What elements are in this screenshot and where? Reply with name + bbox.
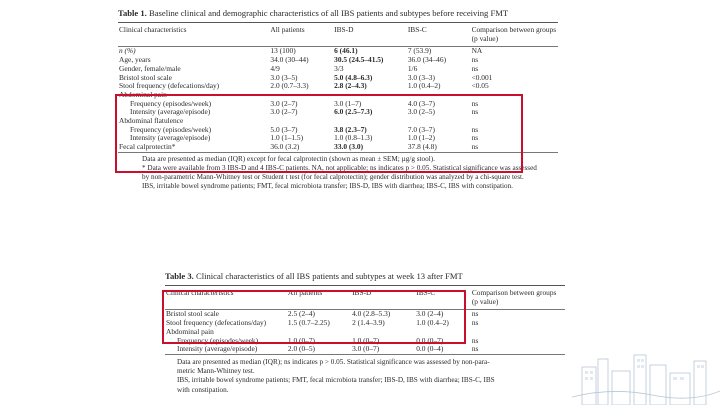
cell-p: ns xyxy=(471,98,479,108)
table-3-caption xyxy=(165,271,565,282)
footnote: * Data were available from 3 IBS-D and 4 IBS-C patients. NA, not applicable; ns indicates p > 0.05. Statistical significance was assessed xyxy=(142,164,537,173)
table-3-caption-text: Clinical characteristics of all IBS patients and subtypes at week 13 after FMT xyxy=(195,271,463,281)
cell-all: 3.0 (2–7) xyxy=(270,107,298,117)
table-1-header-row xyxy=(118,23,558,46)
table-3-bottom-rule xyxy=(165,354,565,355)
cell-p: ns xyxy=(471,124,479,134)
highlight-box-table-3 xyxy=(162,290,466,344)
header-ibs-c: IBS-C xyxy=(407,25,427,34)
cell-ibs-c: 3.0 (2–4) xyxy=(416,309,444,319)
cell-ibs-c: 7 (53.9) xyxy=(407,46,432,56)
cell-ibs-c: 3.0 (2–5) xyxy=(407,107,435,117)
cell-ibs-c: 0.0 (0–7) xyxy=(416,335,444,345)
highlight-box-table-1 xyxy=(115,94,523,173)
cell-all: 3.0 (2–7) xyxy=(270,98,298,108)
header-clinical: Clinical characteristics xyxy=(166,288,234,297)
row-label: Stool frequency (defecations/day) xyxy=(166,318,267,328)
cell-ibs-d: 3/3 xyxy=(334,63,344,73)
footnote: Data are presented as median (IQR) except for fecal calprotectin (shown as mean ± SEM; µg/g stool). xyxy=(142,154,435,163)
header-clinical: Clinical characteristics xyxy=(119,25,187,34)
table-1-caption xyxy=(118,8,558,19)
row-label: Bristol stool scale xyxy=(119,72,172,82)
cell-p: ns xyxy=(471,63,479,73)
cell-p: ns xyxy=(471,133,479,143)
row-label: Gender, female/male xyxy=(119,63,181,73)
cell-ibs-d: 3.0 (0–7) xyxy=(352,344,380,354)
cell-all: 5.0 (3–7) xyxy=(270,124,298,134)
table-1-caption-label: Table 1. xyxy=(118,8,147,18)
cell-p: NA xyxy=(471,46,483,56)
row-label: Abdominal pain xyxy=(119,89,167,99)
cell-ibs-c: 0.0 (0–4) xyxy=(416,344,444,354)
cell-ibs-c: 1/6 xyxy=(407,63,418,73)
row-label: Age, years xyxy=(119,55,151,65)
cell-ibs-d: 6 (46.1) xyxy=(334,46,358,56)
cell-p: ns xyxy=(471,318,479,328)
row-label: n (%) xyxy=(119,46,136,56)
cell-all: 3.0 (3–5) xyxy=(270,72,298,82)
cell-p: ns xyxy=(471,142,479,152)
cell-all: 1.5 (0.7–2.25) xyxy=(287,318,330,328)
row-label: Intensity (average/episode) xyxy=(130,133,211,143)
table-1-caption-text: Baseline clinical and demographic characteristics of all IBS patients and subtypes before receiving FMT xyxy=(148,8,509,18)
cell-ibs-d: 33.0 (3.0) xyxy=(334,142,364,152)
cell-all: 36.0 (3.2) xyxy=(270,142,300,152)
table-row xyxy=(165,345,565,354)
cell-p: ns xyxy=(471,107,479,117)
row-label: Frequency (episodes/week) xyxy=(130,98,212,108)
header-comparison: Comparison between groups (p value) xyxy=(471,25,557,43)
cell-p: <0.001 xyxy=(471,72,493,82)
cell-ibs-c: 36.0 (34–46) xyxy=(407,55,447,65)
cell-ibs-d: 5.0 (4.8–6.3) xyxy=(334,72,373,82)
cell-all: 2.0 (0.7–3.3) xyxy=(270,81,309,91)
cell-all: 2.0 (0–5) xyxy=(287,344,316,354)
cell-p: ns xyxy=(471,335,479,345)
cell-all: 1.0 (0–7) xyxy=(287,335,316,345)
cell-ibs-d: 6.0 (2.5–7.3) xyxy=(334,107,373,117)
header-ibs-d: IBS-D xyxy=(352,288,372,297)
cell-all: 4/9 xyxy=(270,63,280,73)
cell-ibs-c: 1.0 (1–2) xyxy=(407,133,435,143)
cell-p: ns xyxy=(471,55,479,65)
row-label: Bristol stool scale xyxy=(166,309,219,319)
cell-all: 1.0 (1–1.5) xyxy=(270,133,304,143)
cell-ibs-d: 3.0 (1–7) xyxy=(334,98,362,108)
cell-ibs-c: 4.0 (3–7) xyxy=(407,98,435,108)
cell-all: 13 (100) xyxy=(270,46,296,56)
cell-ibs-d: 3.8 (2.3–7) xyxy=(334,124,367,134)
cell-ibs-d: 4.0 (2.8–5.3) xyxy=(352,309,391,319)
cell-p: ns xyxy=(471,309,479,319)
footnote: metric Mann-Whitney test. xyxy=(177,367,255,376)
cityscape-illustration xyxy=(572,337,720,405)
header-all: All patients xyxy=(287,288,323,297)
cell-all: 34.0 (30–44) xyxy=(270,55,309,65)
table-row xyxy=(118,82,558,91)
row-label: Intensity (average/episode) xyxy=(130,107,211,117)
cell-p: ns xyxy=(471,344,479,354)
cell-p: <0.05 xyxy=(471,81,489,91)
row-label: Abdominal flatulence xyxy=(119,116,184,126)
cell-ibs-c: 37.8 (4.8) xyxy=(407,142,437,152)
header-ibs-d: IBS-D xyxy=(334,25,354,34)
header-all: All patients xyxy=(270,25,305,34)
row-label: Frequency (episodes/week) xyxy=(177,335,259,345)
table-3-footnotes xyxy=(165,358,565,395)
header-ibs-c: IBS-C xyxy=(416,288,436,297)
cell-ibs-d: 1.0 (0–7) xyxy=(352,335,380,345)
cell-ibs-c: 7.0 (3–7) xyxy=(407,124,435,134)
row-label: Fecal calprotectin* xyxy=(119,142,176,152)
table-3-caption-label: Table 3. xyxy=(165,271,194,281)
cell-ibs-c: 1.0 (0.4–2) xyxy=(407,81,441,91)
cell-ibs-d: 2.8 (2–4.3) xyxy=(334,81,367,91)
footnote: IBS, irritable bowel syndrome patients; FMT, fecal microbiota transfer; IBS-D, IBS with diarrhea; IBS-C, IBS xyxy=(177,376,495,385)
cell-ibs-d: 30.5 (24.5–41.5) xyxy=(334,55,384,65)
cell-ibs-d: 2 (1.4–3.9) xyxy=(352,318,385,328)
cell-all: 2.5 (2–4) xyxy=(287,309,316,319)
cell-ibs-c: 1.0 (0.4–2) xyxy=(416,318,449,328)
footnote: with constipation. xyxy=(177,385,229,394)
row-label: Abdominal pain xyxy=(166,326,214,336)
footnote: by non-parametric Mann-Whitney test or Student t test (for fecal calprotectin); gender distribution was analyzed by a chi-square test. xyxy=(142,173,524,182)
footnote: Data are presented as median (IQR); ns indicates p > 0.05. Statistical significance was assessed by non-para- xyxy=(177,357,490,366)
footnote: IBS, irritable bowel syndrome patients; FMT, fecal microbiota transfer; IBS-D, IBS with diarrhea; IBS-C, IBS with constipation. xyxy=(142,182,513,191)
row-label: Stool frequency (defecations/day) xyxy=(119,81,220,91)
cell-ibs-c: 3.0 (3–3) xyxy=(407,72,435,82)
row-label: Frequency (episodes/week) xyxy=(130,124,212,134)
cell-ibs-d: 1.0 (0.8–1.3) xyxy=(334,133,373,143)
row-label: Intensity (average/episode) xyxy=(177,344,258,354)
header-comparison: Comparison between groups (p value) xyxy=(471,288,557,306)
